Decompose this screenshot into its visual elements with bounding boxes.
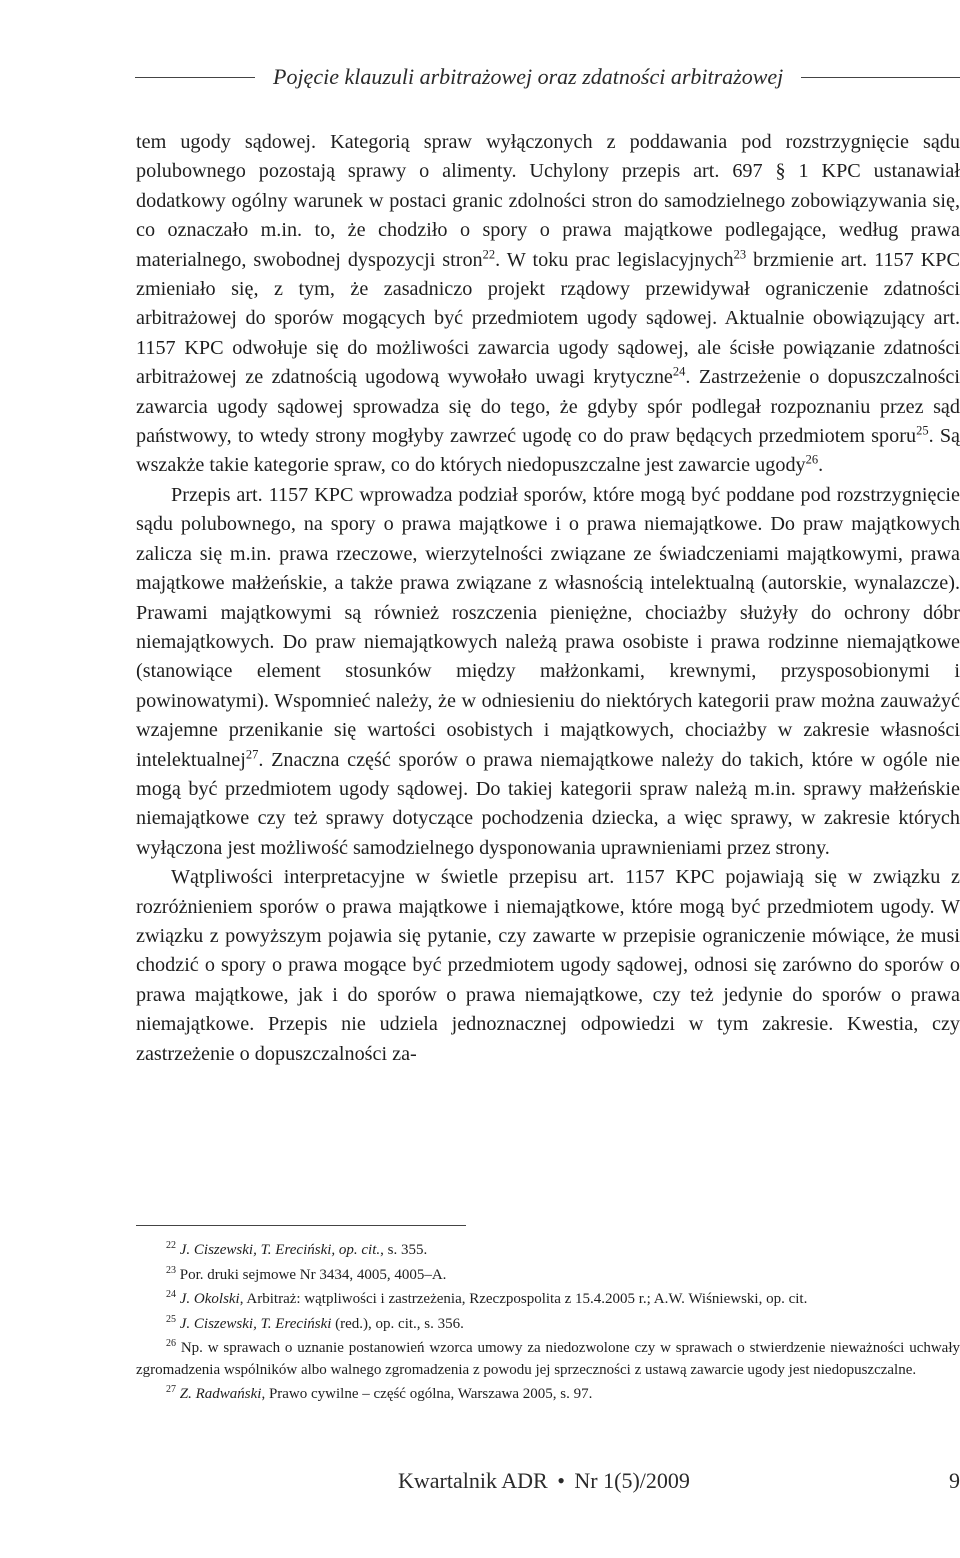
footnote-ref-23[interactable]: 23 (733, 246, 747, 261)
page-footer (0, 1462, 960, 1502)
footnote-author: J. Okolski (179, 1291, 240, 1307)
text-segment: . Zastrzeżenie o dopuszczalności zawarcia ugody sądowej sprowadza się do tego, że gdyby spór podlegał rozpoznaniu przez sąd państwowy, to wtedy strony mogłyby zawrzeć ugodę co do praw będących przedmiotem sporu (136, 366, 960, 448)
footnote-text: (red.), op. cit., s. 356. (331, 1315, 464, 1332)
footnote-number: 26 (166, 1338, 176, 1349)
footnote-text: Np. w sprawach o uznanie postanowień wzorca umowy za niedozwolone czy w sprawach o stwierdzenie nieważności uchwały zgromadzenia wspólników albo walnego zgromadzenia z powodu jej sprzeczności z ustawą zawarcie ugody jest niedopuszczalne. (136, 1340, 960, 1378)
running-header (135, 62, 960, 92)
footnote-separator (136, 1225, 466, 1226)
footnote-26 (136, 1338, 960, 1381)
footnote-23 (136, 1265, 960, 1287)
text-segment: tem ugody sądowej. Kategorią spraw wyłączonych z poddawania pod rozstrzygnięcie sądu polubownego pozostają sprawy o alimenty. Uchylony przepis art. 697 § 1 KPC ustanawiał dodatkowy ogólny warunek w postaci granic zdolności stron do samodzielnego zobowiązywania się, co oznaczało m.in. to, że chodziło o spory o prawa majątkowe podlegające, według prawa materialnego, swobodnej dyspozycji stron (136, 131, 960, 271)
footnote-number: 27 (166, 1384, 176, 1395)
footnotes (136, 1240, 960, 1409)
journal-info (398, 1468, 690, 1494)
footnote-author: Z. Radwański (179, 1386, 262, 1402)
issue-number: Nr 1(5)/2009 (574, 1468, 690, 1493)
footnote-ref-27[interactable]: 27 (245, 746, 259, 761)
body-text (136, 128, 960, 1069)
text-segment: . Są wszakże takie kategorie spraw, co do których niedopuszczalne jest zawarcie ugody (136, 425, 960, 477)
bullet-separator: • (557, 1468, 565, 1493)
footnote-ref-22[interactable]: 22 (482, 246, 496, 261)
journal-name: Kwartalnik ADR (398, 1468, 548, 1493)
header-rule-right (801, 77, 960, 78)
footnote-number: 23 (166, 1264, 176, 1276)
footnote-22 (136, 1240, 960, 1262)
footnote-text: Por. druki sejmowe Nr 3434, 4005, 4005–A. (179, 1266, 447, 1283)
paragraph-3 (136, 863, 960, 1069)
text-segment: . W toku prac legislacyjnych (495, 248, 734, 271)
text-segment: Wątpliwości interpretacyjne w świetle przepisu art. 1157 KPC pojawiają się w związku z rozróżnieniem sporów o prawa majątkowe i niemajątkowe, które mogą być przedmiotem ugody. W związku z powyższym pojawia się pytanie, czy zawarte w przepisie ograniczenie mówiące, że musi chodzić o spory o prawa mogące być przedmiotem ugody sądowej, odnosi się zarówno do sporów o prawa majątkowe, jak i do sporów o prawa niemajątkowe, czy też jedynie do sporów o prawa niemajątkowe. Przepis nie udziela jednoznacznej odpowiedzi w tym zakresie. Kwestia, czy zastrzeżenie o dopuszczalności za- (136, 866, 960, 1065)
text-segment: . (818, 454, 824, 477)
header-rule-left (135, 77, 255, 78)
page-number: 9 (949, 1468, 960, 1493)
footnote-text: , Arbitraż: wątpliwości i zastrzeżenia, Rzeczpospolita z 15.4.2005 r.; A.W. Wiśniewski, op. cit. (239, 1291, 808, 1307)
paragraph-1 (136, 128, 960, 481)
footnote-ref-24[interactable]: 24 (672, 364, 686, 379)
footnote-24 (136, 1289, 960, 1311)
footnote-text: , s. 355. (380, 1242, 428, 1258)
footnote-author: J. Ciszewski, T. Ereciński, op. cit. (179, 1242, 381, 1258)
footnote-number: 25 (166, 1313, 176, 1325)
footnote-author: J. Ciszewski, T. Ereciński (179, 1315, 332, 1332)
paragraph-2 (136, 481, 960, 863)
footnote-ref-25[interactable]: 25 (916, 423, 929, 438)
text-segment: . Znaczna część sporów o prawa niemajątkowe należy do takich, które w ogóle nie mogą być przedmiotem ugody sądowej. Do takiej kategorii spraw należą m.in. sprawy małżeńskie niemajątkowe czy też sprawy dotyczące pochodzenia dziecka, a więc sprawy, w zakresie których wyłączona jest możliwość samodzielnego dysponowania uprawnieniami przez strony. (136, 748, 960, 859)
header-title: Pojęcie klauzuli arbitrażowej oraz zdatności arbitrażowej (273, 64, 784, 89)
footnote-27 (136, 1384, 960, 1406)
text-segment: Przepis art. 1157 KPC wprowadza podział sporów, które mogą być poddane pod rozstrzygnięcie sądu polubownego, na spory o prawa majątkowe i o prawa niemajątkowe. Do praw majątkowych zalicza się m.in. prawa rzeczowe, wierzytelności związane ze świadczeniami majątkowymi, prawa majątkowe małżeńskie, a także prawa związane z własnością intelektualną (autorskie, wynalazcze). Prawami majątkowymi są również roszczenia pieniężne, chociażby służyły do ochrony dóbr niemajątkowych. Do praw niemajątkowych należą prawa osobiste i prawa rodzinne niemajątkowe (stanowiące element stosunków między małżonkami, krewnymi, przysposobionymi i powinowatymi). Wspomnieć należy, że w odniesieniu do niektórych kategorii praw można zauważyć wzajemne przenikanie się wartości osobistych i majątkowych, chociażby w zakresie własności intelektualnej (136, 483, 960, 771)
footnote-25 (136, 1314, 960, 1336)
footnote-number: 24 (166, 1289, 176, 1300)
footnote-ref-26[interactable]: 26 (805, 452, 819, 467)
footnote-number: 22 (166, 1240, 176, 1251)
footnote-text: , Prawo cywilne – część ogólna, Warszawa 2005, s. 97. (261, 1386, 593, 1402)
text-segment: brzmienie art. 1157 KPC zmieniało się, z tym, że zasadniczo projekt rządowy przewidywał ograniczenie zdatności arbitrażowej do sporów mogących być przedmiotem ugody sądowej. Aktualnie obowiązujący art. 1157 KPC odwołuje się do możliwości zawarcia ugody sądowej, ale ścisłe powiązanie zdatności arbitrażowej ze zdatnością ugodową wywołało uwagi krytyczne (136, 248, 960, 389)
